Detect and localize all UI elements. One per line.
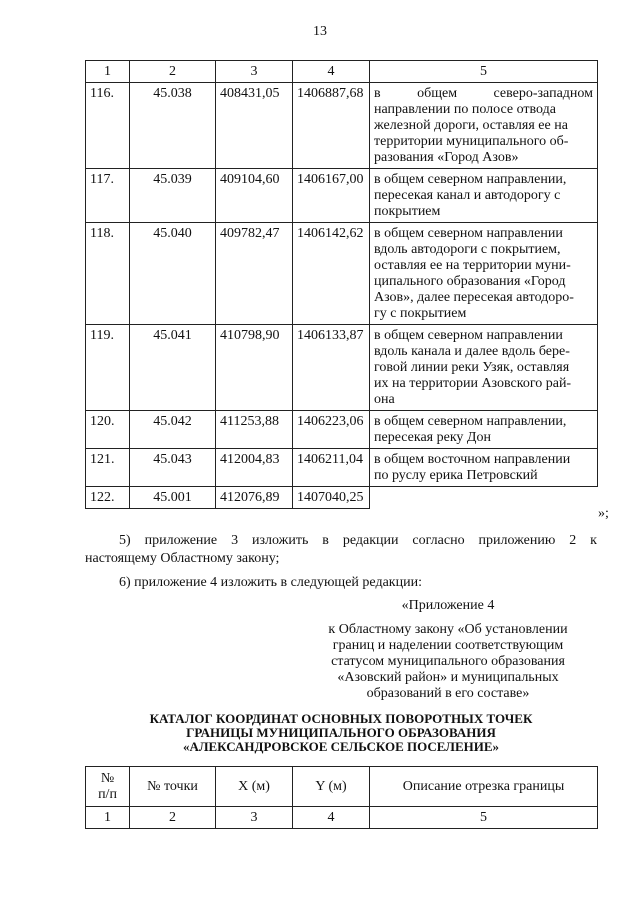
appendix-caption-line: статусом муниципального образования — [331, 654, 565, 669]
point-id: 45.040 — [130, 223, 216, 325]
table-row — [86, 325, 598, 411]
header-number-label: п/п — [98, 787, 117, 802]
point-id: 45.041 — [130, 325, 216, 411]
page-number: 13 — [313, 24, 327, 39]
x-coordinate: 412076,89 — [216, 487, 293, 509]
y-coordinate: 1406887,68 — [293, 83, 370, 169]
point-id: 45.039 — [130, 169, 216, 223]
row-number: 118. — [86, 223, 130, 325]
description-line: в общем северном направлении, — [374, 172, 567, 187]
point-id: 45.043 — [130, 449, 216, 487]
catalog-table — [85, 766, 598, 829]
row-number: 120. — [86, 411, 130, 449]
index-cell: 5 — [370, 807, 598, 829]
appendix-title: «Приложение 4 — [401, 598, 495, 613]
description-line: разования «Город Азов» — [374, 150, 519, 165]
paragraph-5-continuation: настоящему Областному закону; — [85, 551, 280, 566]
description-line: пересекая канал и автодорогу с — [374, 188, 561, 203]
x-coordinate: 409782,47 — [216, 223, 293, 325]
x-coordinate: 408431,05 — [216, 83, 293, 169]
index-cell: 1 — [86, 807, 130, 829]
appendix-caption-line: образований в его составе» — [366, 686, 530, 701]
description-line: в общем северном направлении — [374, 328, 563, 343]
x-coordinate: 411253,88 — [216, 411, 293, 449]
row-number: 122. — [86, 487, 130, 509]
point-id: 45.038 — [130, 83, 216, 169]
description-line: ципального образования «Город — [374, 274, 566, 289]
header-cell-number — [86, 767, 130, 807]
paragraph-5 — [85, 532, 597, 550]
description-line: вдоль канала и далее вдоль бере- — [374, 344, 570, 359]
table-row — [86, 83, 598, 169]
y-coordinate: 1406211,04 — [293, 449, 370, 487]
row-number: 117. — [86, 169, 130, 223]
y-coordinate: 1407040,25 — [293, 487, 370, 509]
segment-description — [370, 169, 598, 223]
header-cell: 2 — [130, 61, 216, 83]
paragraph-5-line: 5) приложение 3 изложить в редакции согласно приложению 2 к — [119, 533, 597, 548]
table-row — [86, 169, 598, 223]
point-id: 45.001 — [130, 487, 216, 509]
header-cell-y: Y (м) — [293, 767, 370, 807]
index-cell: 3 — [216, 807, 293, 829]
header-cell: 4 — [293, 61, 370, 83]
description-line: говой линии реки Узяк, оставляя — [374, 360, 570, 375]
segment-description — [370, 223, 598, 325]
row-number: 121. — [86, 449, 130, 487]
description-line: территории муниципального об- — [374, 134, 569, 149]
index-cell: 4 — [293, 807, 370, 829]
description-line: вдоль автодороги с покрытием, — [374, 242, 561, 257]
description-line: оставляя ее на территории муни- — [374, 258, 571, 273]
description-line: покрытием — [374, 204, 441, 219]
appendix-caption — [300, 622, 596, 702]
x-coordinate: 409104,60 — [216, 169, 293, 223]
description-line: пересекая реку Дон — [374, 430, 491, 445]
description-line: в общем северном направлении — [374, 226, 563, 241]
index-cell: 2 — [130, 807, 216, 829]
description-line: в общем восточном направлении — [374, 452, 571, 467]
table-header-row — [86, 61, 598, 83]
closing-quote: »; — [598, 506, 609, 521]
table-row — [86, 487, 598, 509]
x-coordinate: 412004,83 — [216, 449, 293, 487]
header-cell: 5 — [370, 61, 598, 83]
description-line: по руслу ерика Петровский — [374, 468, 538, 483]
segment-description — [370, 411, 598, 449]
description-line: их на территории Азовского рай- — [374, 376, 572, 391]
y-coordinate: 1406167,00 — [293, 169, 370, 223]
catalog-title-line: КАТАЛОГ КООРДИНАТ ОСНОВНЫХ ПОВОРОТНЫХ ТОЧЕК — [149, 711, 533, 726]
description-line: в общем северо-западном — [374, 86, 593, 101]
catalog-title — [85, 712, 597, 754]
appendix-caption-line: к Областному закону «Об установлении — [328, 622, 568, 637]
description-line: она — [374, 392, 395, 407]
header-cell: 1 — [86, 61, 130, 83]
segment-description — [370, 449, 598, 487]
header-cell: 3 — [216, 61, 293, 83]
catalog-title-line: ГРАНИЦЫ МУНИЦИПАЛЬНОГО ОБРАЗОВАНИЯ — [186, 725, 496, 740]
description-line: железной дороги, оставляя ее на — [374, 118, 568, 133]
header-cell-description: Описание отрезка границы — [370, 767, 598, 807]
catalog-header-row — [86, 767, 598, 807]
description-line: в общем северном направлении, — [374, 414, 567, 429]
description-line: гу с покрытием — [374, 306, 467, 321]
segment-description — [370, 325, 598, 411]
paragraph-6: 6) приложение 4 изложить в следующей редакции: — [119, 575, 422, 590]
table-row — [86, 223, 598, 325]
x-coordinate: 410798,90 — [216, 325, 293, 411]
table-row — [86, 449, 598, 487]
appendix-caption-line: границ и наделении соответствующим — [332, 638, 564, 653]
catalog-title-line: «АЛЕКСАНДРОВСКОЕ СЕЛЬСКОЕ ПОСЕЛЕНИЕ» — [182, 739, 500, 754]
y-coordinate: 1406223,06 — [293, 411, 370, 449]
table-row — [86, 411, 598, 449]
header-cell-point: № точки — [130, 767, 216, 807]
coordinates-table — [85, 60, 598, 509]
y-coordinate: 1406133,87 — [293, 325, 370, 411]
description-line: Азов», далее пересекая автодоро- — [374, 290, 574, 305]
point-id: 45.042 — [130, 411, 216, 449]
row-number: 116. — [86, 83, 130, 169]
segment-description — [370, 487, 598, 509]
appendix-caption-line: «Азовский район» и муниципальных — [337, 670, 559, 685]
catalog-index-row — [86, 807, 598, 829]
header-cell-x: X (м) — [216, 767, 293, 807]
segment-description — [370, 83, 598, 169]
row-number: 119. — [86, 325, 130, 411]
y-coordinate: 1406142,62 — [293, 223, 370, 325]
header-number-symbol: № — [100, 771, 115, 786]
description-line: направлении по полосе отвода — [374, 102, 556, 117]
